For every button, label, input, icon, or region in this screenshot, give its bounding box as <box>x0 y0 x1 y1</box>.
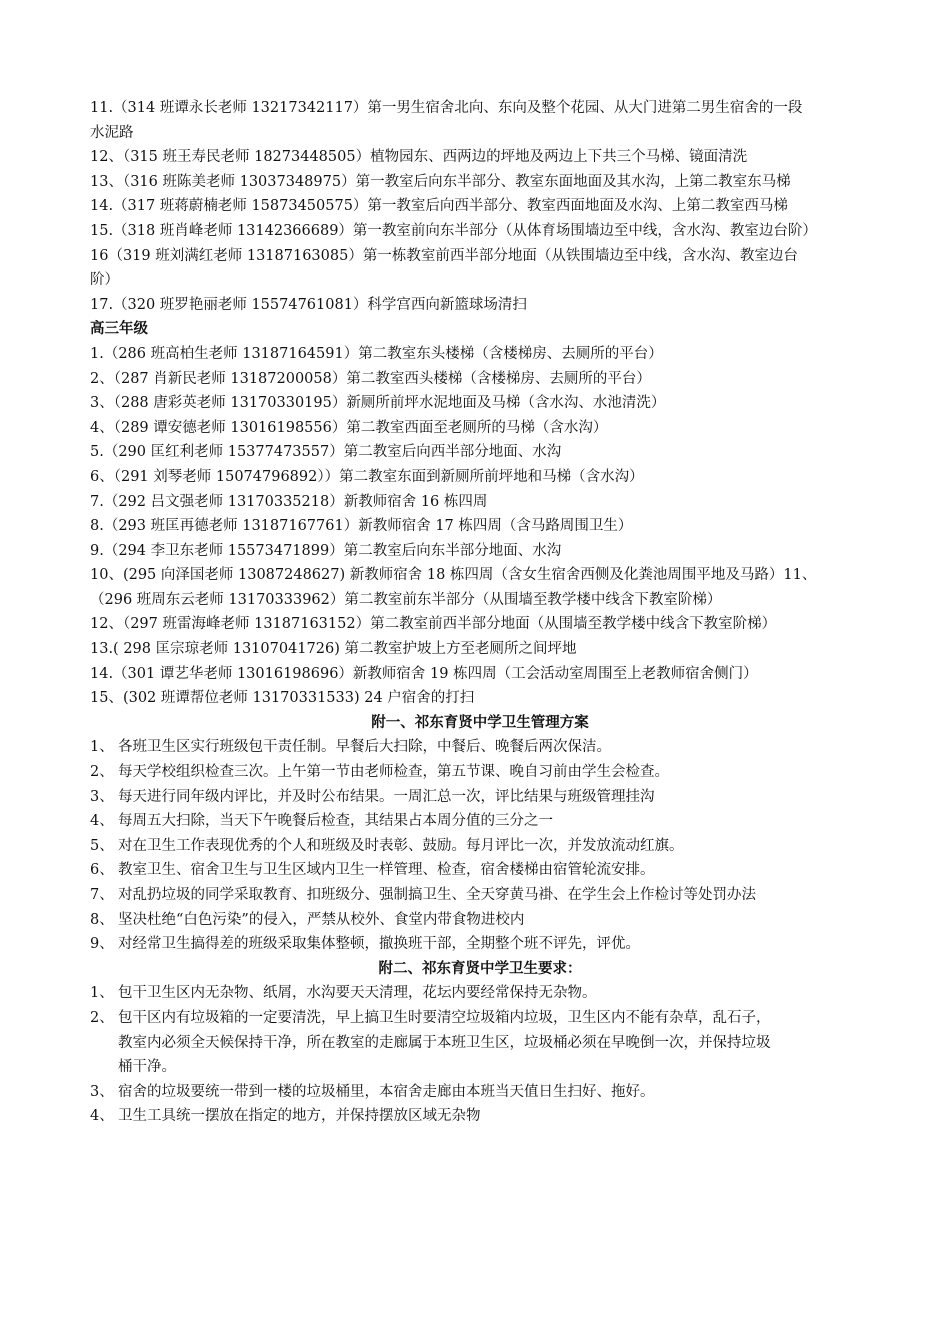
item-number: 5、 <box>90 837 114 854</box>
item-text: 每天进行同年级内评比，并及时公布结果。一周汇总一次，评比结果与班级管理挂沟 <box>118 788 655 805</box>
appendix1-title: 附一、祁东育贤中学卫生管理方案 <box>371 713 589 731</box>
assignment-line: 13、（316 班陈美老师 13037348975）第一教室后向东半部分、教室东面地面及其水沟，上第二教室东马梯 <box>90 173 791 190</box>
assignment-line: 阶） <box>90 272 119 289</box>
item-text: 包干区内有垃圾箱的一定要清洗，早上搞卫生时要清空垃圾箱内垃圾，卫生区内不能有杂草，乱石子， <box>118 1009 771 1026</box>
list-item <box>90 981 870 1006</box>
item-text: 宿舍的垃圾要统一带到一楼的垃圾桶里，本宿舍走廊由本班当天值日生扫好、拖好。 <box>118 1083 655 1100</box>
assignment-line: （296 班周东云老师 13170333962）第二教室前东半部分（从围墙至教学楼中线含下教室阶梯） <box>90 591 722 608</box>
appendix2-title: 附二、祁东育贤中学卫生要求： <box>378 959 582 977</box>
item-text: 卫生工具统一摆放在指定的地方，并保持摆放区域无杂物 <box>118 1108 481 1125</box>
assignment-line: 2、（287 肖新民老师 13187200058）第二教室西头楼梯（含楼梯房、去厕所的平台） <box>90 370 651 387</box>
item-number: 8、 <box>90 911 114 928</box>
item-number: 1、 <box>90 985 114 1002</box>
item-text: 教室卫生、宿舍卫生与卫生区域内卫生一样管理、检查，宿舍楼梯由宿管轮流安排。 <box>118 862 655 879</box>
assignment-line: 12、（315 班王寿民老师 18273448505）植物园东、西两边的坪地及两边上下共三个马梯、镜面清洗 <box>90 149 748 166</box>
assignment-line: 14.（317 班蒋蔚楠老师 15873450575）第一教室后向西半部分、教室西面地面及水沟、上第二教室西马梯 <box>90 198 788 215</box>
assignment-line: 9.（294 李卫东老师 15573471899）第二教室后向东半部分地面、水沟 <box>90 542 562 559</box>
list-item <box>90 760 870 785</box>
item-text-continued: 桶干净。 <box>118 1059 176 1076</box>
item-number: 3、 <box>90 1083 114 1100</box>
document-body <box>90 96 870 1129</box>
assignment-line: 6、（291 刘琴老师 15074796892））第二教室东面到新厕所前坪地和马梯（含水沟） <box>90 468 644 485</box>
item-number: 6、 <box>90 862 114 879</box>
assignment-line: 16（319 班刘满红老师 13187163085）第一栋教室前西半部分地面（从铁围墙边至中线，含水沟、教室边台 <box>90 247 798 264</box>
item-number: 1、 <box>90 739 114 756</box>
list-item <box>90 1104 870 1129</box>
assignment-line: 8.（293 班匡再德老师 13187167761）新教师宿舍 17 栋四周（含马路周围卫生） <box>90 518 633 535</box>
item-number: 7、 <box>90 887 114 903</box>
item-text: 对在卫生工作表现优秀的个人和班级及时表彰、鼓励。每月评比一次，并发放流动红旗。 <box>118 837 684 854</box>
item-number: 3、 <box>90 788 114 805</box>
assignment-line: 13.( 298 匡宗琼老师 13107041726) 第二教室护坡上方至老厕所之间坪地 <box>90 641 577 658</box>
item-number: 2、 <box>90 1009 114 1026</box>
list-item <box>90 1006 870 1031</box>
item-text: 包干卫生区内无杂物、纸屑，水沟要天天清理，花坛内要经常保持无杂物。 <box>118 985 597 1002</box>
item-text: 坚决杜绝“白色污染”的侵入，严禁从校外、食堂内带食物进校内 <box>118 911 525 928</box>
item-text: 每天学校组织检查三次。上午第一节由老师检查，第五节课、晚自习前由学生会检查。 <box>118 764 669 781</box>
item-number: 4、 <box>90 1108 114 1125</box>
assignment-line: 1.（286 班高柏生老师 13187164591）第二教室东头楼梯（含楼梯房、去厕所的平台） <box>90 345 663 362</box>
assignment-line: 7.（292 吕文强老师 13170335218）新教师宿舍 16 栋四周 <box>90 493 488 510</box>
item-text: 各班卫生区实行班级包干责任制。早餐后大扫除，中餐后、晚餐后两次保洁。 <box>118 739 611 756</box>
assignment-line: 3、（288 唐彩英老师 13170330195）新厕所前坪水泥地面及马梯（含水沟、水池清洗） <box>90 395 666 412</box>
assignment-line: 10、(295 向泽国老师 13087248627) 新教师宿舍 18 栋四周（含女生宿舍西侧及化粪池周围平地及马路）11、 <box>90 567 817 584</box>
assignment-line: 15、(302 班谭帮位老师 13170331533) 24 户宿舍的打扫 <box>90 690 475 707</box>
item-text-continued: 教室内必须全天候保持干净，所在教室的走廊属于本班卫生区，垃圾桶必须在早晚倒一次，并保持垃圾 <box>118 1034 771 1051</box>
list-item <box>90 735 870 760</box>
item-text: 对乱扔垃圾的同学采取教育、扣班级分、强制搞卫生、全天穿黄马褂、在学生会上作检讨等处罚办法 <box>118 887 756 903</box>
assignment-line: 11.（314 班谭永长老师 13217342117）第一男生宿舍北向、东向及整个花园、从大门进第二男生宿舍的一段 <box>90 100 803 116</box>
assignment-line: 5.（290 匡红利老师 15377473557）第二教室后向西半部分地面、水沟 <box>90 444 562 461</box>
item-text: 对经常卫生搞得差的班级采取集体整顿，撤换班干部，全期整个班不评先，评优。 <box>118 936 640 953</box>
list-item <box>90 1080 870 1105</box>
list-item <box>90 858 870 883</box>
assignment-line: 12、（297 班雷海峰老师 13187163152）第二教室前西半部分地面（从围墙至教学楼中线含下教室阶梯） <box>90 616 777 633</box>
list-item <box>90 932 870 957</box>
list-item <box>90 834 870 859</box>
assignment-line: 15.（318 班肖峰老师 13142366689）第一教室前向东半部分（从体育场围墙边至中线，含水沟、教室边台阶） <box>90 222 817 239</box>
item-number: 4、 <box>90 813 114 830</box>
assignment-line: 水泥路 <box>90 124 134 141</box>
item-number: 2、 <box>90 764 114 781</box>
list-item <box>90 908 870 933</box>
assignment-line: 17.（320 班罗艳丽老师 15574761081）科学宫西向新篮球场清扫 <box>90 296 527 313</box>
list-item <box>90 809 870 834</box>
list-item <box>90 785 870 810</box>
list-item <box>90 883 870 908</box>
assignment-line: 4、（289 谭安德老师 13016198556）第二教室西面至老厕所的马梯（含水沟） <box>90 419 608 436</box>
item-text: 每周五大扫除，当天下午晚餐后检查，其结果占本周分值的三分之一 <box>118 813 553 830</box>
assignment-line: 14.（301 谭艺华老师 13016198696）新教师宿舍 19 栋四周（工会活动室周围至上老教师宿舍侧门） <box>90 665 758 682</box>
grade3-heading: 高三年级 <box>90 320 148 338</box>
item-number: 9、 <box>90 936 114 953</box>
